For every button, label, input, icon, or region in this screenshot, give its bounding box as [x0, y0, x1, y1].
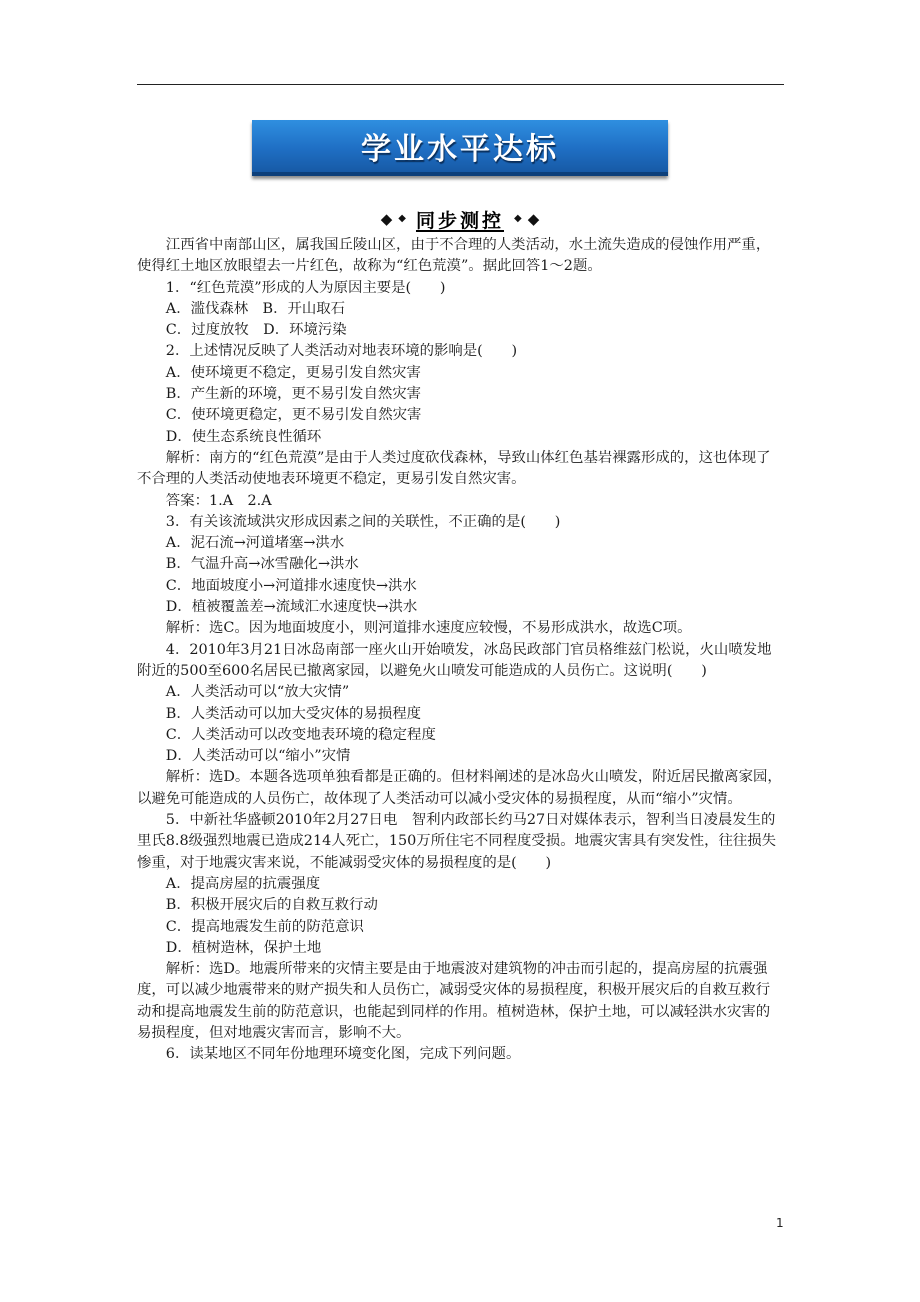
subsection-title: 同步测控: [415, 209, 504, 232]
paragraph: 5．中新社华盛顿2010年2月27日电 智利内政部长约马27日对媒体表示，智利当日凌晨发生的里氏8.8级强烈地震已造成214人死亡，150万所住宅不同程度受损。地震灾害具有突发性，往往损失惨重，对于地震灾害来说，不能减弱受灾体的易损程度的是( ): [137, 812, 777, 871]
answer-option: B．人类活动可以加大受灾体的易损程度: [165, 705, 422, 722]
header-rule: [137, 84, 784, 85]
answer-option: C．提高地震发生前的防范意识: [165, 918, 364, 935]
page-number: 1: [776, 1216, 784, 1230]
diamond-icon: ◆: [527, 209, 540, 228]
answer-option: B．气温升高→冰雪融化→洪水: [165, 556, 359, 573]
answer-option: A．人类活动可以“放大灾情”: [165, 684, 350, 701]
paragraph: 4．2010年3月21日冰岛南部一座火山开始喷发，冰岛民政部门官员格维兹门松说，火山喷发地附近的500至600名居民已撤离家园，以避免火山喷发可能造成的人员伤亡。这说明( ): [137, 641, 772, 679]
paragraph: 3．有关该流域洪灾形成因素之间的关联性，不正确的是( ): [165, 513, 561, 530]
small-diamond-icon: ◆: [514, 213, 522, 224]
answer-option: A．泥石流→河道堵塞→洪水: [165, 535, 345, 552]
paragraph: 答案：1.A 2.A: [165, 492, 272, 509]
paragraph: 解析：南方的“红色荒漠”是由于人类过度砍伐森林，导致山体红色基岩裸露形成的，这也体现了不合理的人类活动使地表环境更不稳定，更易引发自然灾害。: [137, 449, 771, 488]
subsection-heading: [0, 206, 920, 232]
answer-option: D．使生态系统良性循环: [165, 428, 322, 445]
paragraph: 解析：选C。因为地面坡度小，则河道排水速度应较慢，不易形成洪水，故选C项。: [165, 620, 692, 637]
paragraph: 江西省中南部山区，属我国丘陵山区，由于不合理的人类活动，水土流失造成的侵蚀作用严重，使得红土地区放眼望去一片红色，故称为“红色荒漠”。据此回答1～2题。: [137, 237, 771, 275]
paragraph: 2．上述情况反映了人类活动对地表环境的影响是( ): [165, 343, 518, 360]
answer-option: C．人类活动可以改变地表环境的稳定程度: [165, 726, 436, 743]
answer-option: B．产生新的环境，更不易引发自然灾害: [165, 386, 422, 403]
paragraph: 6．读某地区不同年份地理环境变化图，完成下列问题。: [165, 1046, 521, 1063]
answer-option: A．滥伐森林 B．开山取石: [165, 300, 346, 317]
answer-option: C．地面坡度小→河道排水速度快→洪水: [165, 577, 417, 594]
answer-option: C．过度放牧 D．环境污染: [165, 322, 347, 339]
section-banner: [252, 120, 668, 176]
answer-option: A．提高房屋的抗震强度: [165, 875, 321, 892]
answer-option: B．积极开展灾后的自救互救行动: [165, 897, 378, 914]
answer-option: A．使环境更不稳定，更易引发自然灾害: [165, 364, 421, 381]
paragraph: 解析：选D。地震所带来的灾情主要是由于地震波对建筑物的冲击而引起的，提高房屋的抗震强度，可以减少地震带来的财产损失和人员伤亡，减弱受灾体的易损程度，积极开展灾后的自救互救行动和提高地震发生前的防范意识，也能起到同样的作用。植树造林，保护土地，可以减轻洪水灾害的易损程度，但对地震灾害而言，影响不大。: [137, 961, 771, 1041]
question-content: [137, 235, 784, 1066]
paragraph: 解析：选D。本题各选项单独看都是正确的。但材料阐述的是冰岛火山喷发，附近居民撤离家园，以避免可能造成的人员伤亡，故体现了人类活动可以减小受灾体的易损程度，从而“缩小”灾情。: [137, 769, 782, 807]
answer-option: D．人类活动可以“缩小”灾情: [165, 748, 351, 765]
answer-option: D．植树造林，保护土地: [165, 939, 322, 956]
answer-option: D．植被覆盖差→流域汇水速度快→洪水: [165, 599, 418, 616]
paragraph: 1．“红色荒漠”形成的人为原因主要是( ): [165, 279, 446, 296]
diamond-icon: ◆: [380, 209, 393, 228]
small-diamond-icon: ◆: [398, 213, 406, 224]
banner-title: 学业水平达标: [361, 132, 559, 167]
answer-option: C．使环境更稳定，更不易引发自然灾害: [165, 407, 422, 424]
